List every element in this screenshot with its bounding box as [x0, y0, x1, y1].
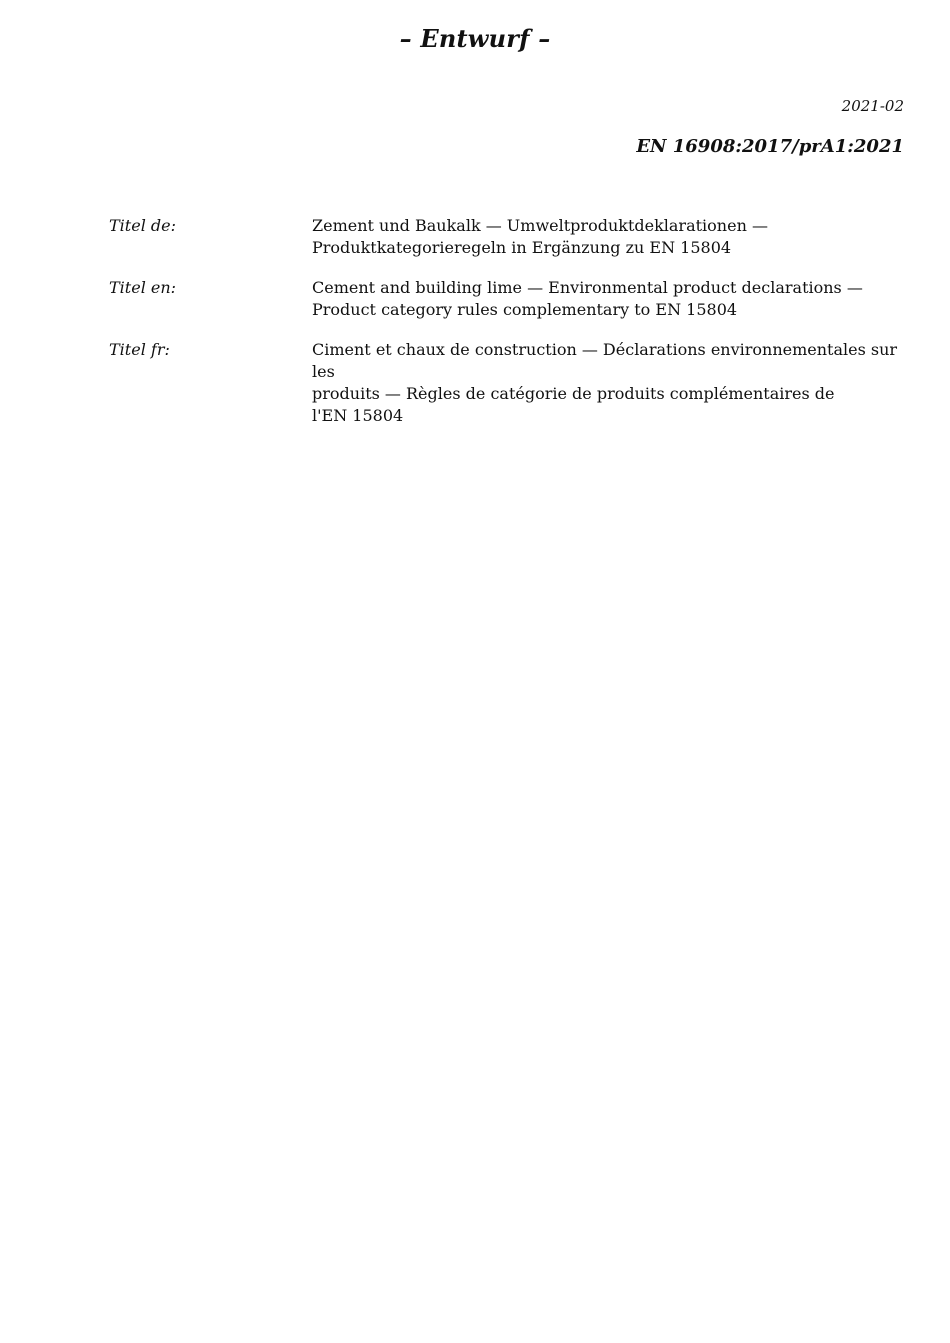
title-text-de: Zement und Baukalk — Umweltproduktdeklarationen — Produktkategorieregeln in Ergänzung zu EN 15804 [312, 216, 768, 257]
titles-table [109, 215, 909, 445]
title-row-de [109, 215, 909, 259]
title-label-en: Titel en: [109, 278, 177, 297]
title-row-en [109, 277, 909, 321]
title-label-fr: Titel fr: [109, 340, 170, 359]
draft-heading: – Entwurf – [399, 24, 551, 53]
document-date: 2021-02 [841, 97, 904, 115]
document-number: EN 16908:2017/prA1:2021 [636, 136, 904, 157]
title-label-de: Titel de: [109, 216, 176, 235]
title-text-fr: Ciment et chaux de construction — Déclarations environnementales sur les produits — Règles de catégorie de produits complémentaires de l'EN 15804 [312, 340, 898, 425]
title-text-en: Cement and building lime — Environmental product declarations — Product category rules complementary to EN 15804 [312, 278, 863, 319]
title-row-fr [109, 339, 909, 427]
